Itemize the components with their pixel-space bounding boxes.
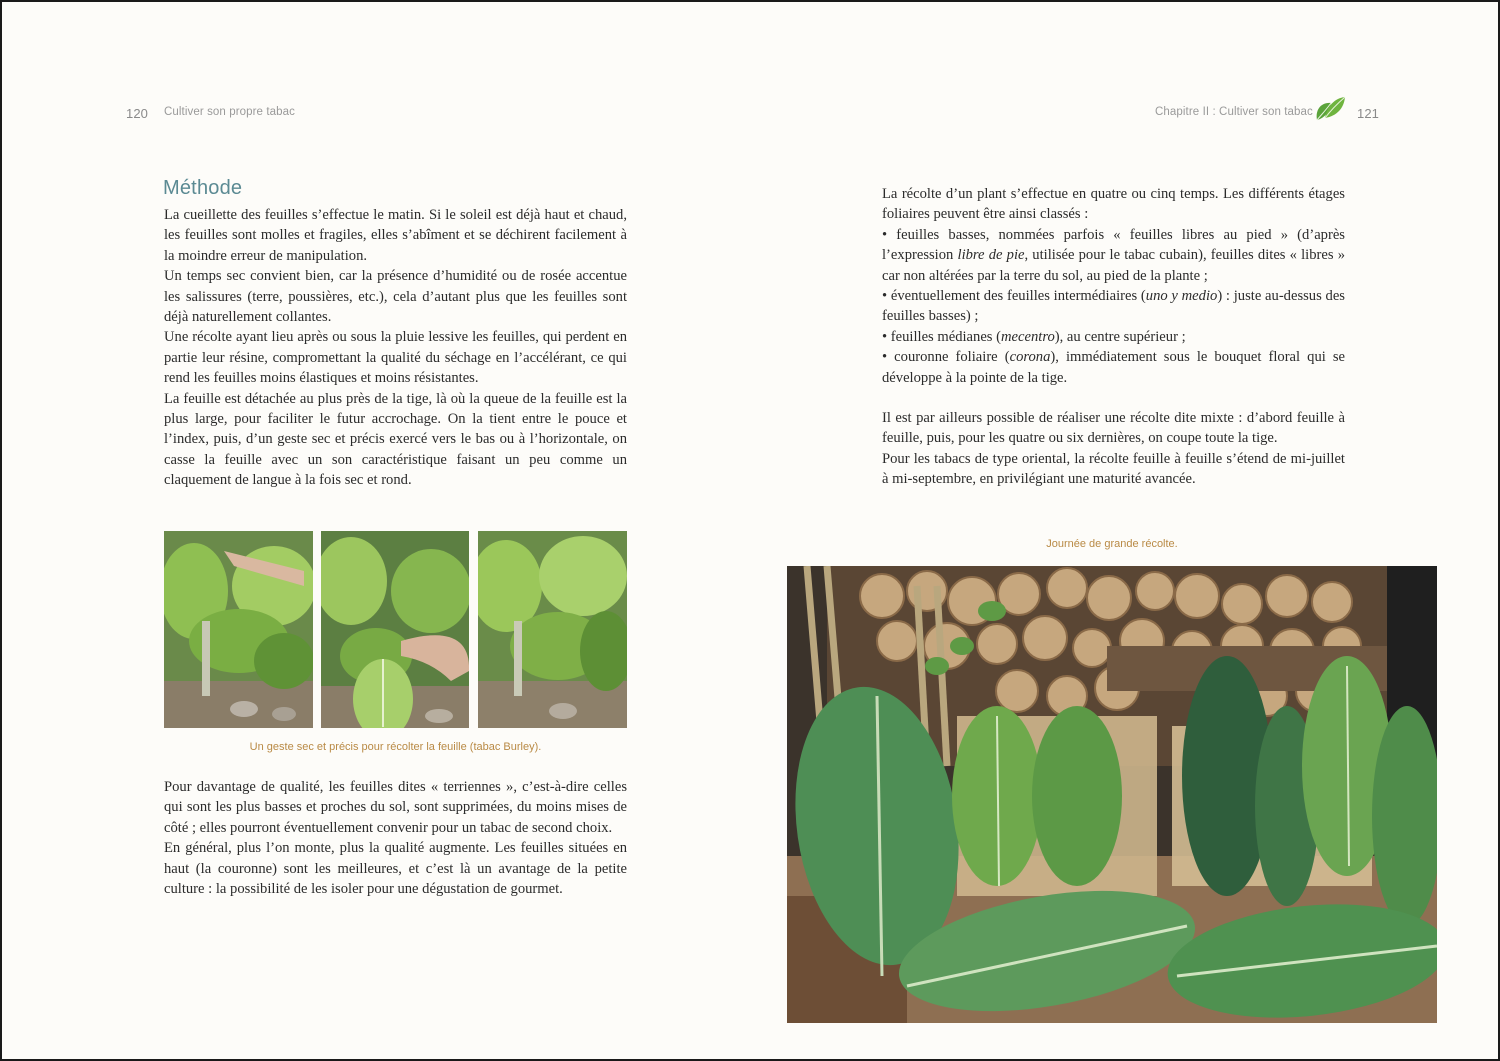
- paragraph: En général, plus l’on monte, plus la qualité augmente. Les feuilles situées en haut (la couronne) sont les meilleures, et c’est là un avantage de la petite culture : la possibilité de les isoler pour une dégustation de gourmet.: [164, 840, 627, 898]
- left-page-number: 120: [126, 106, 148, 121]
- intro-paragraph: La récolte d’un plant s’effectue en quatre ou cinq temps. Les différents étages foliaires peuvent être ainsi classés :: [882, 186, 1345, 223]
- right-page-number: 121: [1357, 106, 1379, 121]
- list-item: • couronne foliaire (corona), immédiatement sous le bouquet floral qui se développe à la pointe de la tige.: [882, 349, 1346, 386]
- left-photo-caption: Un geste sec et précis pour récolter la feuille (tabac Burley).: [249, 741, 542, 753]
- leaf-icon: [1313, 94, 1347, 124]
- paragraph: Il est par ailleurs possible de réaliser une récolte dite mixte : d’abord feuille à feuille, puis, pour les quatre ou six dernières, on coupe toute la tige.: [882, 410, 1345, 447]
- left-running-title: Cultiver son propre tabac: [164, 106, 295, 118]
- left-top-text: [164, 205, 627, 491]
- left-bottom-text: [164, 777, 627, 899]
- right-running-title: Chapitre II : Cultiver son tabac: [1155, 106, 1313, 118]
- section-title: Méthode: [163, 177, 243, 199]
- paragraph: Un temps sec convient bien, car la présence d’humidité ou de rosée accentue les salissures (terre, poussières, etc.), cela d’autant plus que les feuilles sont déjà naturellement collantes.: [164, 268, 627, 326]
- right-text: [882, 184, 1345, 490]
- paragraph: Pour les tabacs de type oriental, la récolte feuille à feuille s’étend de mi-juillet à mi-septembre, en privilégiant une maturité avancée.: [882, 450, 1345, 488]
- paragraph: Pour davantage de qualité, les feuilles dites « terriennes », c’est-à-dire celles qui sont les plus basses et proches du sol, sont supprimées, du moins mises de côté ; elles pourront éventuellement convenir pour un tabac de second choix.: [164, 779, 627, 836]
- harvest-day-photo: [787, 566, 1437, 1023]
- paragraph: La feuille est détachée au plus près de la tige, là où la queue de la feuille est la plus large, pour faciliter le futur accrochage. On la tient entre le pouce et l’index, puis, d’un geste sec et précis exercé vers le bas ou à l’horizontale, on casse la feuille avec un son caractéristique faisant un peu comme un claquement de langue à la fois sec et rond.: [164, 390, 627, 489]
- harvest-photo-1: [164, 531, 313, 728]
- harvest-photo-3: [478, 531, 627, 728]
- list-item: • éventuellement des feuilles intermédiaires (uno y medio) : juste au-dessus des feuilles basses) ;: [882, 288, 1345, 325]
- paragraph: Une récolte ayant lieu après ou sous la pluie lessive les feuilles, qui perdent en partie leur résine, compromettant la qualité du séchage en l’accélérant, ce qui rend les feuilles moins élastiques et moins résistantes.: [164, 329, 627, 387]
- right-photo-caption: Journée de grande récolte.: [1046, 538, 1178, 550]
- list-item: • feuilles basses, nommées parfois « feuilles libres au pied » (d’après l’expression libre de pie, utilisée pour le tabac cubain), feuilles dites « libres » car non altérées par la terre du sol, au pied de la plante ;: [882, 226, 1346, 284]
- harvest-photo-2: [321, 531, 469, 728]
- paragraph: La cueillette des feuilles s’effectue le matin. Si le soleil est déjà haut et chaud, les feuilles sont molles et fragiles, elles s’abîment et se déchirent facilement à la moindre erreur de manipulation.: [164, 207, 627, 264]
- list-item: • feuilles médianes (mecentro), au centre supérieur ;: [882, 328, 1186, 345]
